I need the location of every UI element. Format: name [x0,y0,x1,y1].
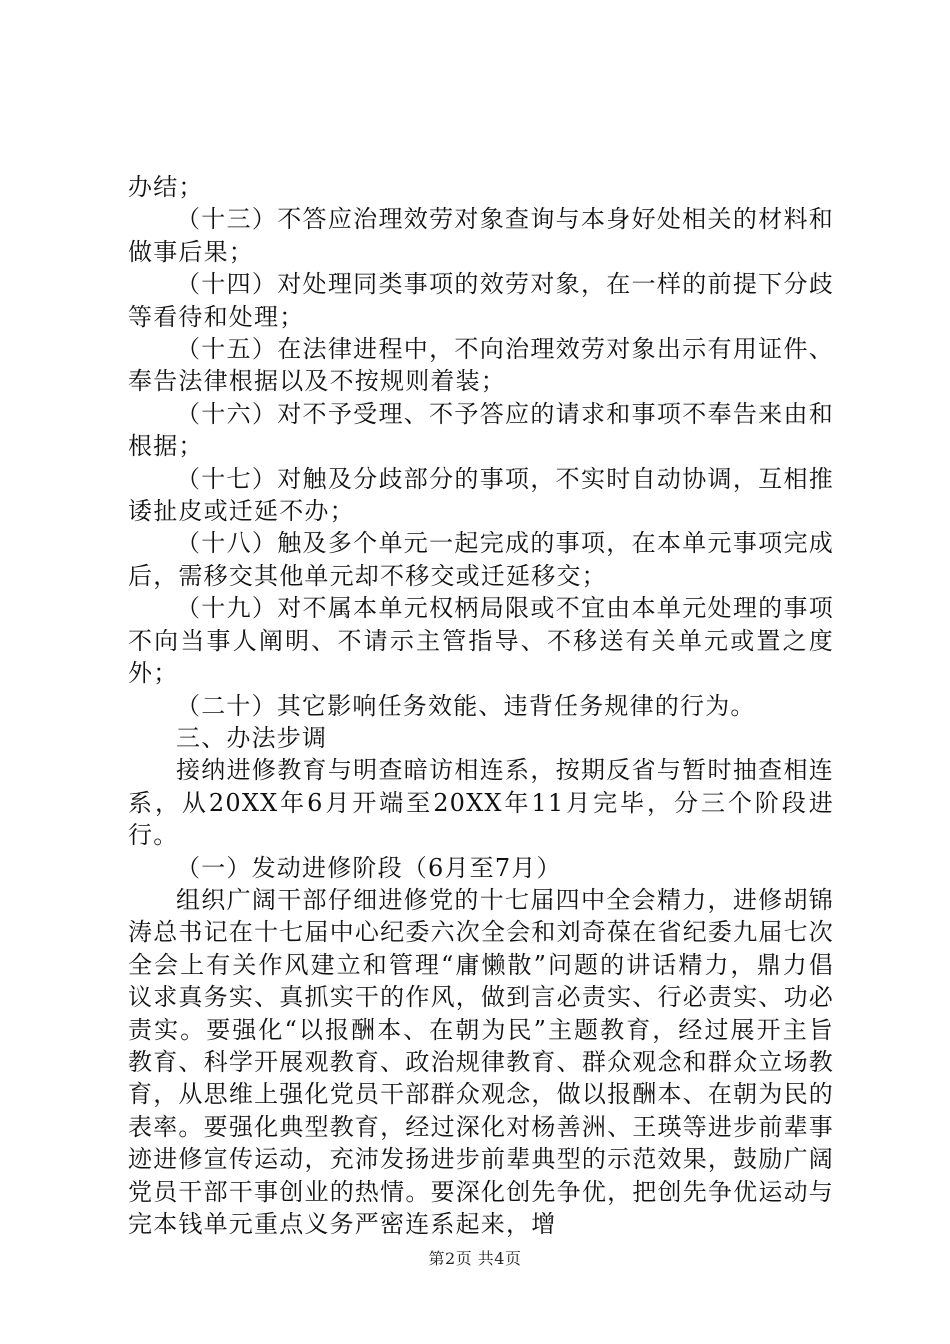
paragraph: 办结； [128,173,204,201]
paragraph: （十七）对触及分歧部分的事项，不实时自动协调，互相推诿扯皮或迁延不办； [128,464,834,526]
paragraph: （十六）对不予受理、不予答应的请求和事项不奉告来由和根据； [128,399,834,461]
paragraph: （十九）对不属本单元权柄局限或不宜由本单元处理的事项不向当事人阐明、不请示主管指导、不移送有关单元或置之度外； [128,594,834,688]
page-footer: 第2页 共4页 [428,1249,522,1268]
paragraph: （十五）在法律进程中，不向治理效劳对象出示有用证件、奉告法律根据以及不按规则着装； [128,335,834,396]
paragraph: （二十）其它影响任务效能、违背任务规律的行为。 [176,691,756,720]
document-body [128,171,834,1240]
section-heading: 三、办法步调 [176,723,328,752]
paragraph: （十八）触及多个单元一起完成的事项，在本单元事项完成后，需移交其他单元却不移交或迁延移交； [128,529,834,590]
subsection-heading: （一）发动进修阶段（6月至7月） [176,853,562,882]
paragraph: （十四）对处理同类事项的效劳对象，在一样的前提下分歧等看待和处理； [128,270,834,331]
paragraph: 组织广阔干部仔细进修党的十七届四中全会精力，进修胡锦涛总书记在十七届中心纪委六次全会和刘奇葆在省纪委九届七次全会上有关作风建立和管理“庸懒散”问题的讲话精力，鼎力倡议求真务实、真抓实干的作风，做到言必责实、行必责实、功必责实。要强化“以报酬本、在朝为民”主题教育，经过展开主旨教育、科学开展观教育、政治规律教育、群众观念和群众立场教育，从思维上强化党员干部群众观念，做以报酬本、在朝为民的表率。要强化典型教育，经过深化对杨善洲、王瑛等进步前辈事迹进修宣传运动，充沛发扬进步前辈典型的示范效果，鼓励广阔党员干部干事创业的热情。要深化创先争优，把创先争优运动与完本钱单元重点义务严密连系起来，增 [128,885,834,1238]
paragraph: 接纳进修教育与明查暗访相连系，按期反省与暂时抽查相连系，从20XX年6月开端至20XX年11月完毕，分三个阶段进行。 [128,756,834,850]
paragraph: （十三）不答应治理效劳对象查询与本身好处相关的材料和做事后果； [128,205,834,266]
